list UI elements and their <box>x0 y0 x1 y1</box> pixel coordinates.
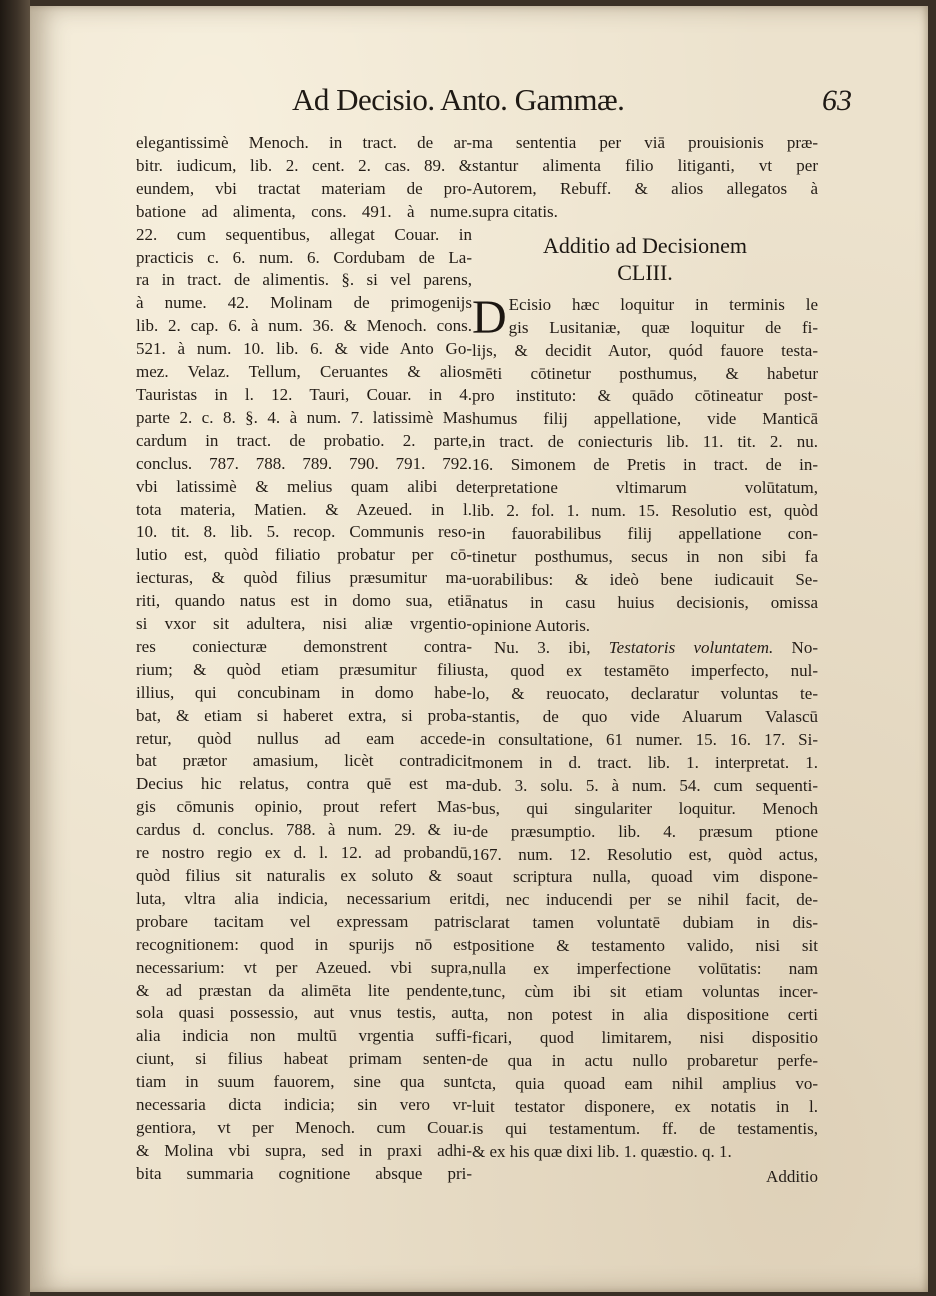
paragraph-2 <box>472 637 818 1164</box>
text-line: ma sententia per viā prouisionis præ- <box>472 133 818 152</box>
text-line: de qua in actu nullo probaretur perfe- <box>472 1050 818 1070</box>
text-line: dub. 3. solu. 5. à num. 54. cum sequenti- <box>472 775 818 795</box>
text-line: stantis, de quo vide Aluarum Valascū <box>472 707 818 727</box>
text-line: bat prætor amasium, licèt contradicit <box>136 751 472 771</box>
drop-cap: D <box>472 290 507 344</box>
text-line: 10. tit. 8. lib. 5. recop. Communis reso- <box>136 522 472 542</box>
book-binding-gutter <box>0 0 30 1296</box>
text-line: Autorem, Rebuff. & alios allegatos à <box>472 178 818 198</box>
text-line: uorabilibus: & ideò bene iudicauit Se- <box>472 569 818 589</box>
text-line: gis cōmunis opinio, prout refert Mas- <box>136 797 472 817</box>
right-column <box>472 132 818 1189</box>
text-line: gentiora, vt per Menoch. cum Couar. <box>136 1117 472 1137</box>
text-line: luta, vltra alia indicia, necessarium erit <box>136 888 472 908</box>
text-line: res coniecturæ demonstrent contra- <box>136 636 472 656</box>
text-line: iecturas, & quòd filius præsumitur ma- <box>136 568 472 588</box>
text-line: eundem, vbi tractat materiam de pro- <box>136 178 472 198</box>
text-line: tinetur posthumus, secus in non sibi fa <box>472 546 818 566</box>
text-line: 167. num. 12. Resolutio est, quòd actus, <box>472 844 818 864</box>
book-page <box>30 6 928 1292</box>
text-line: lib. 2. cap. 6. à num. 36. & Menoch. cons. <box>136 316 472 336</box>
paragraph-2-quote: Testatoris voluntatem. <box>608 638 774 658</box>
text-line: lo, & reuocato, declaratur voluntas te- <box>472 684 818 704</box>
text-line: 521. à num. 10. lib. 6. & vide Anto Go- <box>136 339 472 359</box>
text-line: nulla ex imperfectione volūtatis: nam <box>472 959 818 979</box>
text-line: lijs, & decidit Autor, quód fauore testa- <box>472 340 818 360</box>
paragraph-2-tail: No- <box>791 638 818 658</box>
text-line: bita summaria cognitione absque pri- <box>136 1163 472 1183</box>
text-line: practicis c. 6. num. 6. Cordubam de La- <box>136 247 472 267</box>
text-line: in consultatione, 61 numer. 15. 16. 17. Si- <box>472 730 818 750</box>
text-line: ra in tract. de alimentis. §. si vel parens, <box>136 270 472 290</box>
text-line: conclus. 787. 788. 789. 790. 791. 792. <box>136 453 472 473</box>
text-line: illius, qui concubinam in domo habe- <box>136 682 472 702</box>
left-column <box>136 132 472 1186</box>
text-line: elegantissimè Menoch. in tract. de ar- <box>136 133 472 152</box>
paragraph-1-body <box>472 340 818 638</box>
text-line: in fauorabilibus filij appellatione con- <box>472 523 818 543</box>
text-line: recognitionem: quod in spurijs nō est <box>136 934 472 954</box>
text-line: ficari, quod limitarem, nisi dispositio <box>472 1027 818 1047</box>
text-line: & Molina vbi supra, sed in praxi adhi- <box>136 1140 472 1160</box>
text-line: 22. cum sequentibus, allegat Couar. in <box>136 224 472 244</box>
text-line: quòd filius sit naturalis ex soluto & so <box>136 866 472 885</box>
text-line: ciunt, si filius habeat primam senten- <box>136 1049 472 1069</box>
text-line: bus, qui singulariter loquitur. Menoch <box>472 798 818 818</box>
text-line: positione & testamento valido, nisi sit <box>472 936 818 956</box>
text-line: tiam in suum fauorem, sine qua sunt <box>136 1072 472 1092</box>
page-number: 63 <box>822 84 852 117</box>
text-line: in tract. de coniecturis lib. 11. tit. 2. nu. <box>472 432 818 452</box>
text-line: tunc, cùm ibi sit etiam voluntas incer- <box>472 982 818 1001</box>
text-line: Ecisio hæc loquitur in terminis le <box>508 294 818 314</box>
text-line: gis Lusitaniæ, quæ loquitur de fi- <box>508 317 818 337</box>
text-line: & ex his quæ dixi lib. 1. quæstio. q. 1. <box>472 1142 732 1162</box>
text-line: luit testator disponere, ex notatis in l. <box>472 1096 818 1116</box>
text-line: Decius hic relatus, contra quē est ma- <box>136 774 472 794</box>
text-line: parte 2. c. 8. §. 4. à num. 7. latissimè Mas <box>136 407 472 427</box>
text-line: lutio est, quòd filiatio probatur per cō- <box>136 545 472 565</box>
text-line: bat, & etiam si haberet extra, si proba- <box>136 705 472 725</box>
catchword: Additio <box>766 1167 818 1187</box>
text-line: lib. 2. fol. 1. num. 15. Resolutio est, quòd <box>472 500 818 520</box>
text-line: bitr. iudicum, lib. 2. cent. 2. cas. 89. & <box>136 155 472 175</box>
paragraph-2-lead: Nu. 3. ibi, <box>494 638 591 658</box>
text-line: mēti cōtinetur posthumus, & habetur <box>472 363 818 383</box>
paragraph-2-first-line <box>472 637 818 660</box>
text-line: re nostro regio ex d. l. 12. ad probandū, <box>136 843 472 863</box>
text-line: si vxor sit adultera, nisi aliæ vrgentio- <box>136 614 472 634</box>
text-line: aut scriptura nulla, quoad vim dispone- <box>472 867 818 887</box>
text-line: cta, quia quoad eam nihil amplius vo- <box>472 1073 818 1093</box>
text-line: pro instituto: & quādo cōtineatur post- <box>472 386 818 406</box>
text-line: terpretatione vltimarum volūtatum, <box>472 478 818 498</box>
text-line: stantur alimenta filio litiganti, vt per <box>472 155 818 175</box>
text-line: necessarium: vt per Azeued. vbi supra, <box>136 957 472 977</box>
drop-cap-lines <box>472 290 818 344</box>
text-line: probare tacitam vel expressam patris <box>136 911 472 931</box>
text-line: alia indicia non multū vrgentia suffi- <box>136 1026 472 1046</box>
text-line: riti, quando natus est in domo sua, etiā <box>136 591 472 611</box>
text-line: retur, quòd nullus ad eam accede- <box>136 728 472 748</box>
text-line: opinione Autoris. <box>472 615 591 635</box>
text-line: & ad præstan da alimēta lite pendente, <box>136 980 472 1000</box>
text-line: ta, non potest in alia dispositione certi <box>472 1004 818 1024</box>
running-title: Ad Decisio. Anto. Gammæ. <box>292 82 625 117</box>
text-line: batione ad alimenta, cons. 491. à nume. <box>136 201 472 221</box>
text-line: cardum in tract. de probatio. 2. parte, <box>136 430 472 450</box>
text-line: is qui testamentum. ff. de testamentis, <box>472 1119 818 1139</box>
section-heading-line2: CLIII. <box>617 259 673 285</box>
text-line: ta, quod ex testamēto imperfecto, nul- <box>472 661 818 681</box>
text-line: necessaria dicta indicia; sin vero vr- <box>136 1095 472 1115</box>
text-line: supra citatis. <box>472 201 558 221</box>
text-line: Tauristas in l. 12. Tauri, Couar. in 4. <box>136 384 472 404</box>
continued-text <box>472 132 818 224</box>
text-line: vbi latissimè & melius quam alibi de <box>136 476 472 496</box>
text-line: natus in casu huius decisionis, omissa <box>472 592 818 612</box>
text-line: 16. Simonem de Pretis in tract. de in- <box>472 455 818 475</box>
page-header <box>292 82 852 132</box>
text-line: cardus d. conclus. 788. à num. 29. & iu- <box>136 820 472 840</box>
text-line: di, nec inducendi per se nihil facit, de- <box>472 890 818 910</box>
paragraph-1 <box>472 290 818 638</box>
text-line: sola quasi possessio, aut vnus testis, aut <box>136 1003 472 1023</box>
text-line: rium; & quòd etiam præsumitur filius <box>136 659 472 679</box>
text-line: clarat tamen voluntatē dubiam in dis- <box>472 913 818 933</box>
text-line: mez. Velaz. Tellum, Ceruantes & alios <box>136 362 472 382</box>
text-line: humus filij appellatione, vide Manticā <box>472 409 818 429</box>
text-line: de præsumptio. lib. 4. præsum ptione <box>472 821 818 841</box>
text-line: tota materia, Matien. & Azeued. in l. <box>136 499 472 519</box>
section-heading-line1: Additio ad Decisionem <box>542 232 748 258</box>
paragraph-2-body <box>472 660 818 1164</box>
text-line: à nume. 42. Molinam de primogenijs <box>136 293 472 313</box>
text-line: monem in d. tract. lib. 1. interpretat. 1. <box>472 752 818 772</box>
